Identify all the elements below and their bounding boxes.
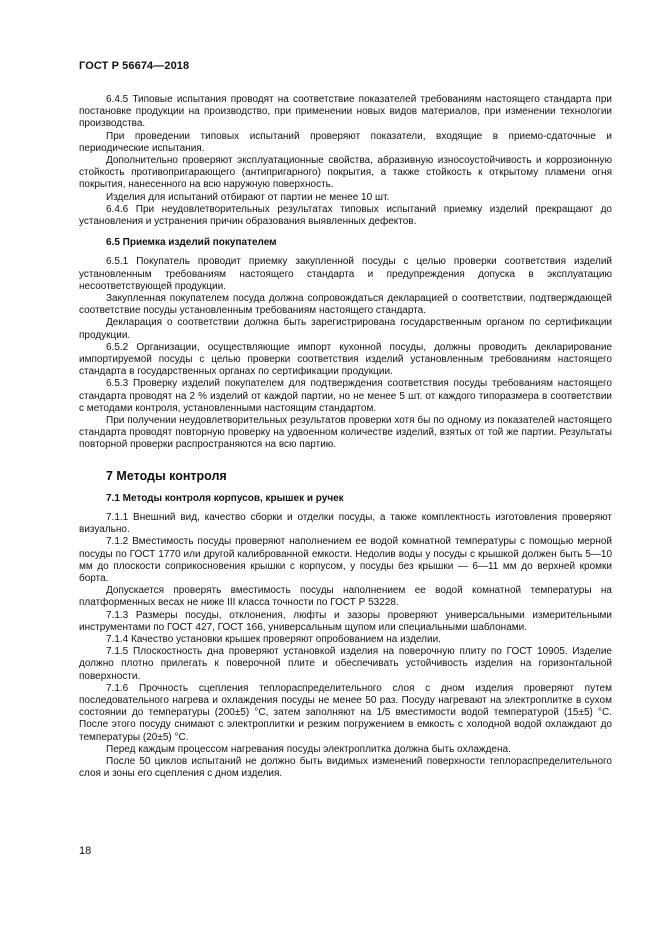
paragraph: Изделия для испытаний отбирают от партии не менее 10 шт. [106,191,390,203]
section-7 [79,469,612,781]
paragraph: Закупленная покупателем посуда должна сопровождаться декларацией о соответствии, подтверждающей соответствие посуды установленным требованиям настоящего стандарта. [79,293,612,317]
paragraph: 6.4.5 Типовые испытания проводят на соответствие показателей требованиям настоящего стандарта при постановке продукции на производство, при применении новых видов материалов, при изменении технологии производства. [79,94,612,130]
paragraph: 6.4.6 При неудовлетворительных результатах типовых испытаний приемку изделий прекращают до установления и устранения причин образования выявленных дефектов. [79,203,612,228]
paragraph: При проведении типовых испытаний проверяют показатели, входящие в приемо-сдаточные и периодические испытания. [79,130,612,154]
paragraph: 7.1.4 Качество установки крышек проверяют опробованием на изделии. [106,633,441,645]
section-heading: 7.1 Методы контроля корпусов, крышек и ручек [106,492,344,504]
paragraph: Декларация о соответствии должна быть зарегистрирована государственным органом по сертификации продукции. [79,317,612,341]
paragraph: Перед каждым процессом нагревания посуды электроплитка должна быть охлаждена. [106,743,511,755]
paragraph: 6.5.2 Организации, осуществляющие импорт кухонной посуды, должны проводить декларирование импортируемой посуды с целью проверки соответствия изделий установленным требованиям настоящего стандарта в государственных органах по сертификации продукции. [79,341,612,378]
paragraph: 7.1.3 Размеры посуды, отклонения, люфты и зазоры проверяют универсальными измерительными инструментами по ГОСТ 427, ГОСТ 166, универсальным щупом или специальными шаблонами. [79,609,612,633]
document-header: ГОСТ Р 56674—2018 [79,60,190,72]
paragraph: 7.1.5 Плоскостность дна проверяют установкой изделия на поверочную плиту по ГОСТ 10905. Изделие должно плотно прилегать к поверочной плите и обеспечивать устойчивость изделия на горизонтальной поверхности. [79,646,612,682]
paragraph: 7.1.6 Прочность сцепления теплораспределительного слоя с дном изделия проверяют путем последовательного нагрева и охлаждения посуды не менее 50 раз. Посуду нагревают на электроплитке в сухом состоянии до температуры (200±5) °С, затем заполняют на 1/5 вместимости водой температурой (15±5) °С. После этого посуду снимают с электроплитки и резким погружением в емкость с холодной водой охлаждают до температуры (20±5) °С. [79,682,612,743]
paragraph: 6.5.3 Проверку изделий покупателем для подтверждения соответствия посуды требованиям настоящего стандарта проводят на 2 % изделий от каждой партии, но не менее 5 шт. от каждого типоразмера в соответствии с методами контроля, установленными настоящим стандартом. [79,378,612,414]
paragraph: Дополнительно проверяют эксплуатационные свойства, абразивную износоустойчивость и коррозионную стойкость противопригарающего (антипригарного) покрытия, а также стойкость к открытому пламени огня покрытия, нанесенного на всю наружную поверхность. [79,155,612,191]
paragraph: 7.1.2 Вместимость посуды проверяют наполнением ее водой комнатной температуры с помощью мерной посуды по ГОСТ 1770 или другой калиброванной емкости. Недолив воды у посуды с крышкой должен быть 5—10 мм до плоскости соприкосновения крышки с корпусом, у посуды без крышки — 6—11 мм до верхней кромки борта. [79,536,612,584]
paragraph: Допускается проверять вместимость посуды наполнением ее водой комнатной температуры на платформенных весах не ниже III класса точности по ГОСТ Р 53228. [79,585,612,609]
section-heading: 6.5 Приемка изделий покупателем [106,237,277,249]
section-6-4-continuation [79,94,612,228]
paragraph: При получении неудовлетворительных результатов проверки хотя бы по одному из показателей настоящего стандарта проводят повторную проверку на удвоенном количестве изделий, взятых от той же партии. Результаты повторной проверки распространяются на всю партию. [79,415,612,451]
page-content [79,94,612,780]
page-number: 18 [79,845,92,857]
paragraph: 7.1.1 Внешний вид, качество сборки и отделки посуды, а также комплектность изготовления проверяют визуально. [79,511,612,536]
paragraph: 6.5.1 Покупатель проводит приемку закупленной посуды с целью проверки соответствия изделий установленным требованиям настоящего стандарта и предупреждения допуска в эксплуатацию несоответствующей продукции. [79,256,612,292]
chapter-heading: 7 Методы контроля [106,468,227,483]
section-6-5 [79,237,612,451]
paragraph: После 50 циклов испытаний не должно быть видимых изменений поверхности теплораспределительного слоя и зоны его сцепления с дном изделия. [79,755,612,780]
